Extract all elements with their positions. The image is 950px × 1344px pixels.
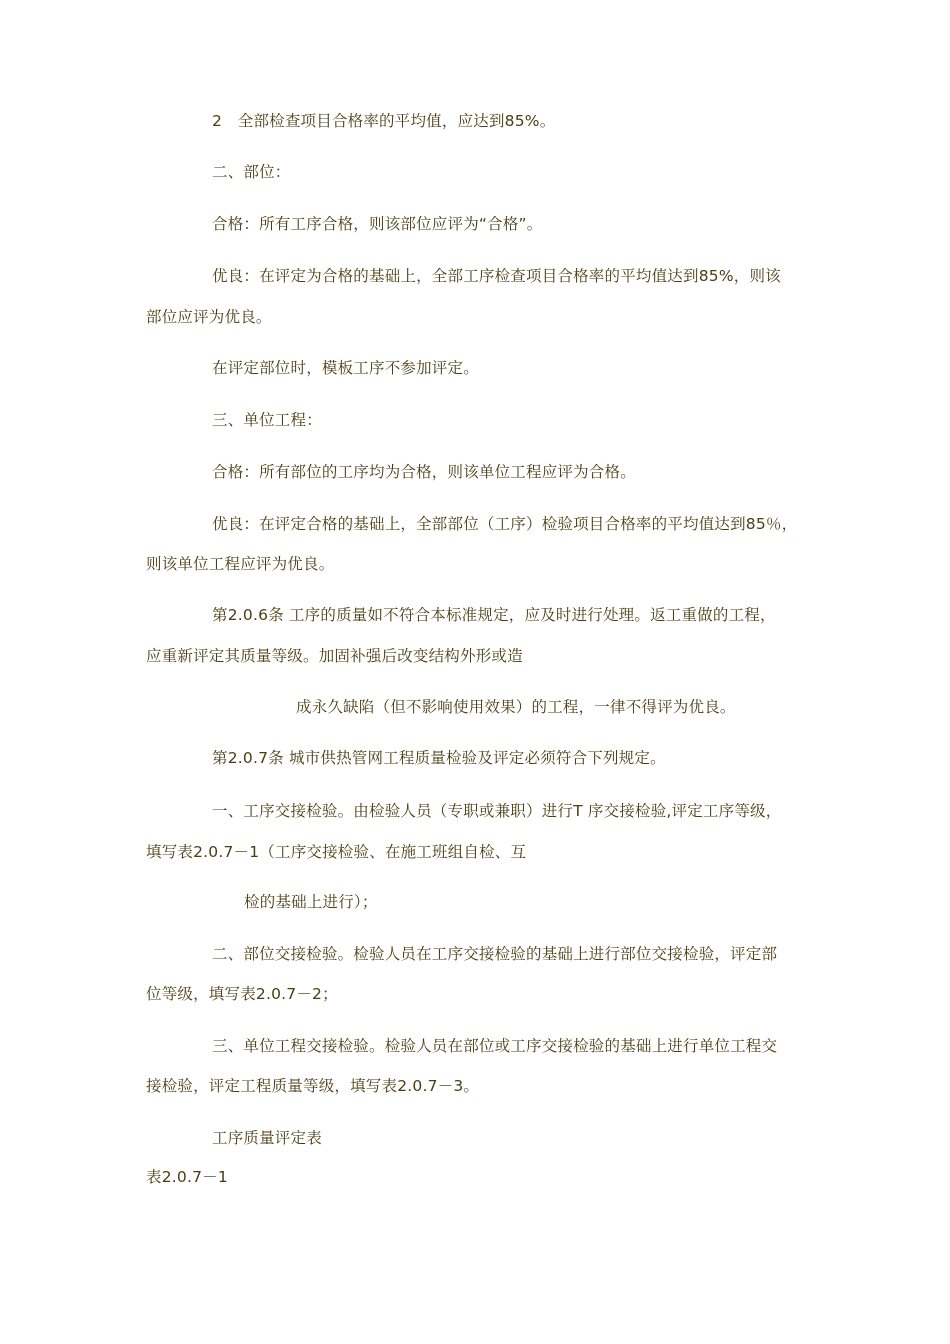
article-2-0-6-line-1: 第2.0.6条 工序的质量如不符合本标准规定，应及时进行处理。返工重做的工程，	[212, 606, 776, 624]
paragraph-qualified: 合格：所有工序合格，则该部位应评为“合格”。	[212, 215, 543, 233]
article-2-0-6-line-2: 应重新评定其质量等级。加固补强后改变结构外形或造	[146, 647, 523, 665]
item-process-inspection-line-3: 检的基础上进行）；	[244, 893, 378, 911]
article-2-0-6-line-3: 成永久缺陷（但不影响使用效果）的工程，一律不得评为优良。	[296, 698, 736, 716]
heading-section-3: 三、单位工程：	[212, 411, 322, 429]
item-process-inspection-line-1: 一、工序交接检验。由检验人员（专职或兼职）进行T 序交接检验,评定工序等级，	[212, 802, 782, 820]
item-process-inspection-line-2: 填写表2.0.7－1（工序交接检验、在施工班组自检、互	[146, 843, 527, 861]
paragraph-unit-excellent-line-2: 则该单位工程应评为优良。	[146, 555, 335, 573]
paragraph-unit-excellent-line-1: 优良：在评定合格的基础上，全部部位（工序）检验项目合格率的平均值达到85％，	[212, 515, 798, 533]
item-unit-inspection-line-2: 接检验，评定工程质量等级，填写表2.0.7－3。	[146, 1077, 480, 1095]
paragraph-excellent-line-1: 优良：在评定为合格的基础上，全部工序检查项目合格率的平均值达到85%，则该	[212, 267, 781, 285]
paragraph-template-note: 在评定部位时，模板工序不参加评定。	[212, 359, 479, 377]
table-number: 表2.0.7－1	[146, 1168, 228, 1186]
paragraph-unit-qualified: 合格：所有部位的工序均为合格，则该单位工程应评为合格。	[212, 463, 636, 481]
item-part-inspection-line-1: 二、部位交接检验。检验人员在工序交接检验的基础上进行部位交接检验，评定部	[212, 945, 778, 963]
paragraph-item-2: 2 全部检查项目合格率的平均值，应达到85%。	[212, 112, 556, 130]
item-unit-inspection-line-1: 三、单位工程交接检验。检验人员在部位或工序交接检验的基础上进行单位工程交	[212, 1037, 778, 1055]
item-part-inspection-line-2: 位等级，填写表2.0.7－2；	[146, 985, 338, 1003]
article-2-0-7: 第2.0.7条 城市供热管网工程质量检验及评定必须符合下列规定。	[212, 749, 666, 767]
table-title: 工序质量评定表	[212, 1129, 322, 1147]
paragraph-excellent-line-2: 部位应评为优良。	[146, 308, 272, 326]
heading-section-2: 二、部位：	[212, 163, 291, 181]
